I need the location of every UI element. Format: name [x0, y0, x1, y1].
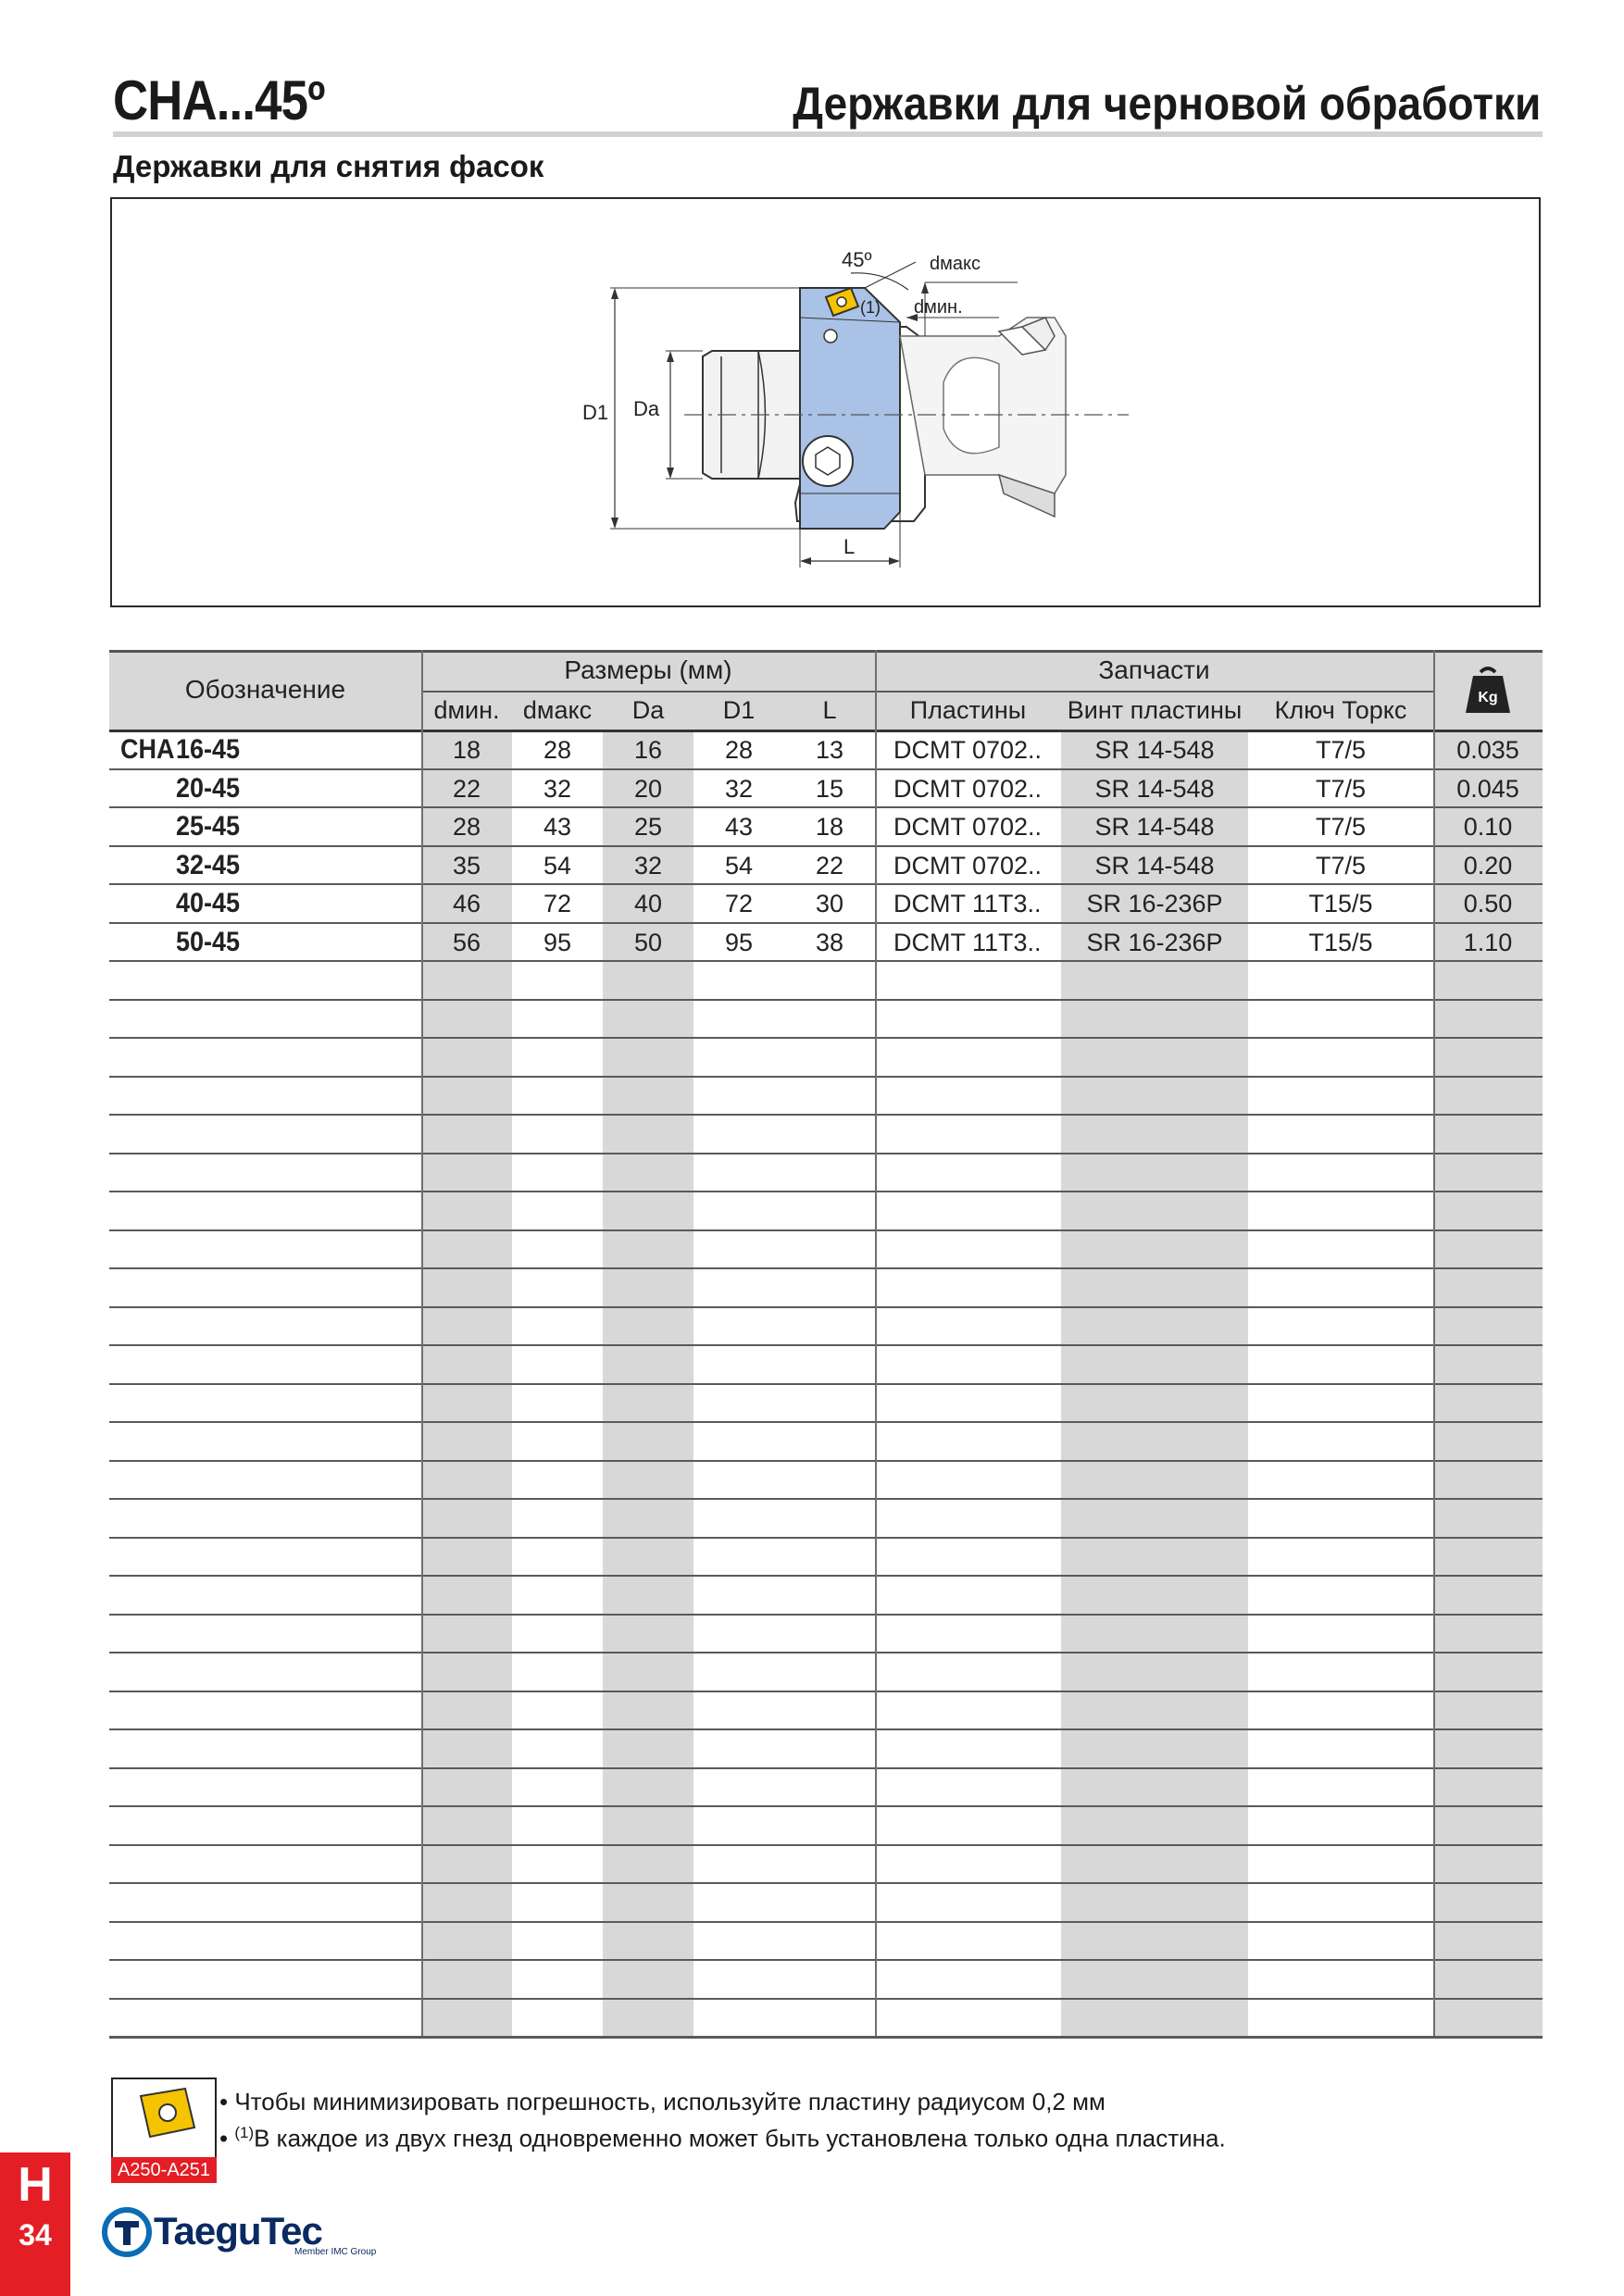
notes — [219, 2087, 1226, 2154]
row-rule — [109, 1575, 1543, 1577]
cell-kg: 1.10 — [1463, 928, 1513, 956]
row-rule — [109, 1805, 1543, 1807]
cell-dmax: 54 — [543, 851, 572, 880]
row-rule — [109, 1998, 1543, 2000]
cell-d1: 72 — [724, 890, 754, 917]
page-title-code: CHA...45º — [113, 69, 325, 131]
header-spares: Запчасти — [875, 650, 1433, 691]
sub-header: dмин. — [421, 691, 512, 730]
row-code: 32-45 — [176, 849, 241, 880]
row-rule — [109, 1921, 1543, 1923]
cell-key: T15/5 — [1308, 890, 1373, 917]
sub-header: dмакс — [512, 691, 603, 730]
cell-l: 15 — [815, 774, 844, 803]
cell-screw: SR 14-548 — [1094, 774, 1215, 803]
cell-l: 18 — [815, 813, 844, 841]
cell-d1: 32 — [724, 774, 754, 803]
cell-l: 22 — [815, 851, 844, 880]
row-rule — [109, 1306, 1543, 1308]
cell-key: T15/5 — [1308, 928, 1373, 956]
angle-label: 45º — [842, 248, 872, 271]
cell-l: 38 — [815, 928, 844, 956]
cell-dmin: 22 — [452, 774, 481, 803]
row-rule — [109, 1498, 1543, 1500]
row-rule — [109, 1421, 1543, 1423]
note-2-bullet: • — [219, 2124, 235, 2152]
cell-key: T7/5 — [1315, 851, 1367, 880]
row-rule — [109, 1191, 1543, 1192]
row-rule — [109, 1537, 1543, 1539]
cell-dmax: 43 — [543, 813, 572, 841]
row-rule — [109, 1383, 1543, 1385]
row-rule — [109, 1959, 1543, 1961]
cell-d1: 43 — [724, 813, 754, 841]
cell-kg: 0.20 — [1463, 851, 1513, 880]
cell-dmax: 28 — [543, 736, 572, 764]
title-divider — [113, 131, 1543, 137]
cell-d1: 54 — [724, 851, 754, 880]
sub-header: Da — [603, 691, 693, 730]
section-letter: H — [18, 2158, 53, 2212]
sub-header: D1 — [693, 691, 784, 730]
insert-reference-label: A250-A251 — [111, 2157, 217, 2183]
cell-kg: 0.045 — [1456, 774, 1519, 803]
header-designation: Обозначение — [109, 650, 421, 730]
note-marker-label: (1) — [860, 298, 881, 317]
cell-dmin: 35 — [452, 851, 481, 880]
cell-insert: DCMT 11T3.. — [893, 890, 1042, 917]
cell-dmin: 18 — [452, 736, 481, 764]
cell-dmin: 46 — [452, 890, 481, 917]
cell-dmax: 32 — [543, 774, 572, 803]
sub-header: Пластины — [875, 691, 1061, 730]
cell-insert: DCMT 0702.. — [893, 851, 1043, 880]
l-label: L — [843, 535, 856, 558]
cell-key: T7/5 — [1315, 736, 1367, 764]
row-rule — [109, 1652, 1543, 1653]
brand-name: TaeguTec — [154, 2209, 322, 2252]
brand-subtitle: Member IMC Group — [294, 2247, 377, 2257]
row-rule — [109, 1728, 1543, 1730]
page-title: Державки для черновой обработки — [792, 78, 1541, 130]
row-rule — [109, 1267, 1543, 1269]
cell-insert: DCMT 11T3.. — [893, 928, 1042, 956]
cell-kg: 0.50 — [1463, 890, 1513, 917]
header-dimensions: Размеры (мм) — [421, 650, 875, 691]
cell-screw: SR 14-548 — [1094, 813, 1215, 841]
cell-da: 16 — [633, 736, 663, 764]
chamfer-head — [800, 288, 900, 529]
row-rule — [109, 999, 1543, 1001]
row-rule — [109, 1114, 1543, 1116]
cell-screw: SR 16-236P — [1086, 890, 1223, 917]
tool-drawing — [110, 197, 1541, 607]
row-code: 20-45 — [176, 772, 241, 804]
cell-da: 32 — [633, 851, 663, 880]
d1-label: D1 — [582, 401, 609, 424]
row-rule — [109, 1344, 1543, 1346]
row-rule — [109, 1076, 1543, 1078]
page-subtitle: Державки для снятия фасок — [113, 149, 544, 183]
dmax-label: dмакс — [930, 254, 981, 274]
cell-dmin: 56 — [452, 928, 481, 956]
table-top-rule — [109, 650, 1543, 653]
row-rule — [109, 1037, 1543, 1039]
row-rule — [109, 1460, 1543, 1462]
insert-icon — [113, 2079, 215, 2157]
brand-logo-icon — [102, 2207, 152, 2257]
weight-icon-label: Kg — [1478, 690, 1498, 705]
note-1: • Чтобы минимизировать погрешность, используйте пластину радиусом 0,2 мм — [219, 2088, 1106, 2115]
cell-da: 50 — [633, 928, 663, 956]
weight-icon — [1460, 663, 1516, 718]
cell-l: 13 — [815, 736, 844, 764]
row-rule — [109, 1767, 1543, 1769]
sub-header: L — [784, 691, 875, 730]
row-rule — [109, 1229, 1543, 1231]
sub-header: Винт пластины — [1061, 691, 1248, 730]
spec-table — [109, 650, 1543, 2072]
cell-da: 40 — [633, 890, 663, 917]
cell-da: 20 — [633, 774, 663, 803]
row-rule — [109, 2036, 1543, 2039]
cell-screw: SR 16-236P — [1086, 928, 1223, 956]
header-mid-rule — [421, 691, 1433, 693]
sub-header: Ключ Торкс — [1248, 691, 1433, 730]
row-code: 16-45 — [176, 734, 241, 765]
row-rule — [109, 1614, 1543, 1616]
page-number: 34 — [19, 2218, 52, 2252]
cell-insert: DCMT 0702.. — [893, 774, 1043, 803]
cell-kg: 0.10 — [1463, 813, 1513, 841]
row-rule — [109, 1844, 1543, 1846]
cell-insert: DCMT 0702.. — [893, 736, 1043, 764]
row-code: 40-45 — [176, 888, 241, 918]
cell-key: T7/5 — [1315, 774, 1367, 803]
cell-l: 30 — [815, 890, 844, 917]
row-rule — [109, 1882, 1543, 1884]
cell-d1: 28 — [724, 736, 754, 764]
note-2-marker: (1) — [234, 2124, 255, 2141]
note-2 — [219, 2117, 1226, 2154]
row-rule — [109, 1691, 1543, 1692]
cell-insert: DCMT 0702.. — [893, 813, 1043, 841]
row-code: 50-45 — [176, 926, 241, 957]
da-label: Da — [633, 397, 660, 420]
cell-screw: SR 14-548 — [1094, 736, 1215, 764]
cell-da: 25 — [633, 813, 663, 841]
cell-d1: 95 — [724, 928, 754, 956]
cell-dmax: 72 — [543, 890, 572, 917]
cell-kg: 0.035 — [1456, 736, 1519, 764]
cell-dmin: 28 — [452, 813, 481, 841]
row-rule — [109, 1153, 1543, 1154]
row-prefix: CHA — [120, 734, 175, 765]
row-code: 25-45 — [176, 811, 241, 842]
note-2-text: В каждое из двух гнезд одновременно может быть установлена только одна пластина. — [254, 2124, 1226, 2152]
cell-key: T7/5 — [1315, 813, 1367, 841]
cell-screw: SR 14-548 — [1094, 851, 1215, 880]
dmin-label: dмин. — [914, 297, 963, 318]
header-weight — [1433, 650, 1543, 730]
cell-dmax: 95 — [543, 928, 572, 956]
